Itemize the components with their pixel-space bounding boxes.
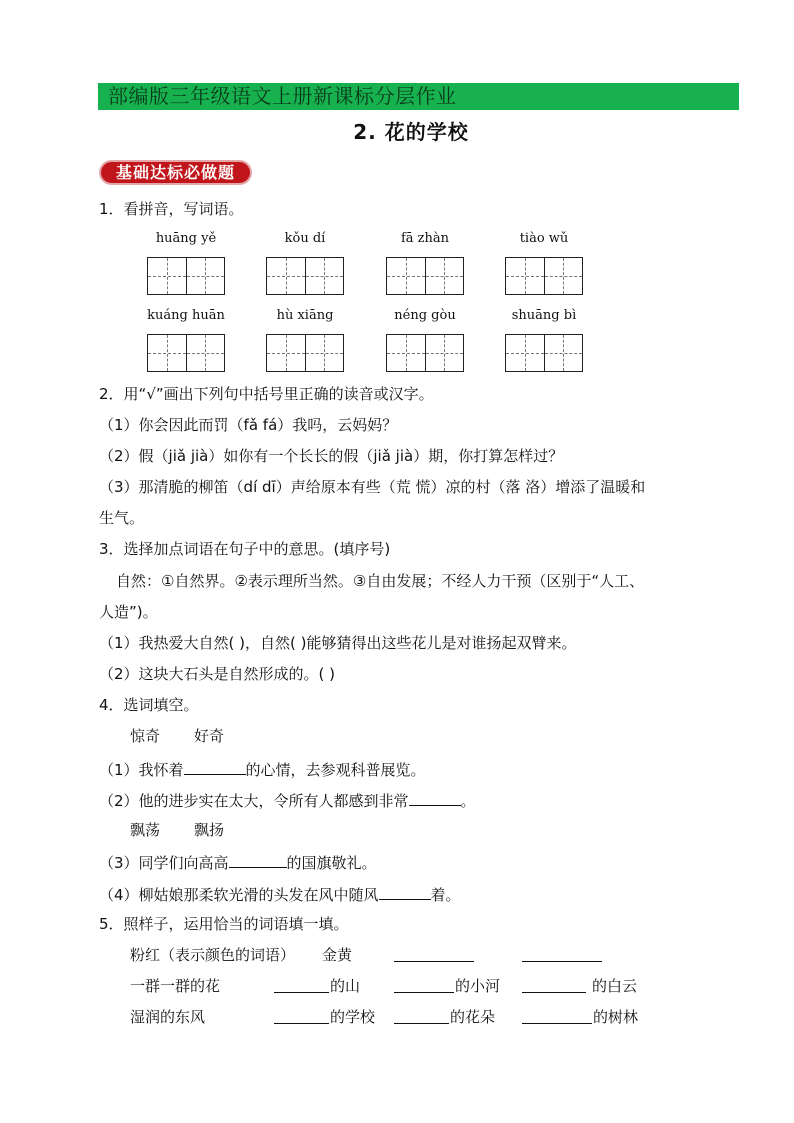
fill-blank[interactable] [394, 1007, 449, 1024]
fill-blank[interactable] [522, 1007, 592, 1024]
pinyin-label: tiào wǔ [519, 231, 569, 246]
q5-phrase: 的树林 [593, 1008, 639, 1026]
q5-stem: 5．照样子，运用恰当的词语填一填。 [99, 915, 349, 933]
fill-blank[interactable] [409, 789, 461, 806]
fill-blank[interactable] [274, 1007, 329, 1024]
q2-sentence-3-cont: 生气。 [99, 509, 145, 527]
word-choice: 飘荡 [130, 821, 161, 839]
section-badge: 基础达标必做题 [99, 160, 252, 185]
writing-box[interactable] [147, 257, 225, 295]
q4-sentence-4: （4）柳姑娘那柔软光滑的头发在风中随风 着。 [99, 883, 461, 905]
q5-phrase: 的小河 [455, 977, 501, 995]
fill-blank[interactable] [184, 758, 246, 775]
q5-row2-label: 一群一群的花 [130, 977, 221, 995]
fill-blank[interactable] [394, 945, 474, 962]
word-choice: 惊奇 [130, 727, 161, 745]
q4-sentence-3: （3）同学们向高高 的国旗敬礼。 [99, 851, 377, 873]
writing-box[interactable] [147, 334, 225, 372]
q3-definition: 自然：①自然界。②表示理所当然。③自由发展；不经人力干预（区别于“人工、 [116, 572, 645, 590]
q3-sentence-1: （1）我热爱大自然( )，自然( )能够猜得出这些花儿是对谁扬起双臂来。 [99, 634, 577, 652]
q5-phrase: 的白云 [592, 977, 638, 995]
q5-phrase: 的学校 [330, 1008, 376, 1026]
pinyin-label: néng gòu [394, 308, 456, 323]
writing-box[interactable] [266, 257, 344, 295]
lesson-title: 2. 花的学校 [353, 120, 469, 144]
writing-box[interactable] [266, 334, 344, 372]
fill-blank[interactable] [274, 976, 329, 993]
q4-sentence-2: （2）他的进步实在太大，令所有人都感到非常 。 [99, 789, 476, 811]
pinyin-label: kuáng huān [147, 308, 225, 323]
q4-sentence-1: （1）我怀着 的心情，去参观科普展览。 [99, 758, 426, 780]
fill-blank[interactable] [522, 945, 602, 962]
q2-sentence-3: （3）那清脆的柳笛（dí dī）声给原本有些（荒 慌）凉的村（落 洛）增添了温暖和 [99, 478, 646, 496]
word-choice: 好奇 [194, 727, 225, 745]
pinyin-label: kǒu dí [284, 231, 326, 246]
q3-definition-cont: 人造”)。 [99, 603, 158, 621]
fill-blank[interactable] [394, 976, 454, 993]
word-choice: 飘扬 [194, 821, 225, 839]
q2-stem: 2．用“√”画出下列句中括号里正确的读音或汉字。 [99, 385, 434, 403]
q3-sentence-2: （2）这块大石头是自然形成的。( ) [99, 665, 336, 683]
writing-box[interactable] [386, 257, 464, 295]
q5-example-word: 金黄 [322, 946, 353, 964]
fill-blank[interactable] [229, 851, 287, 868]
q1-stem: 1．看拼音，写词语。 [99, 200, 244, 218]
pinyin-label: hù xiāng [276, 308, 334, 323]
pinyin-label: huāng yě [155, 231, 217, 246]
q5-row3-label: 湿润的东风 [130, 1008, 206, 1026]
pinyin-label: shuāng bì [511, 308, 577, 323]
pinyin-label: fā zhàn [400, 231, 450, 246]
q2-sentence-1: （1）你会因此而罚（fǎ fá）我吗，云妈妈？ [99, 416, 398, 434]
q3-stem: 3．选择加点词语在句子中的意思。(填序号) [99, 540, 391, 558]
fill-blank[interactable] [379, 883, 431, 900]
q2-sentence-2: （2）假（jiǎ jià）如你有一个长长的假（jiǎ jià）期，你打算怎样过？ [99, 447, 564, 465]
q5-phrase: 的花朵 [450, 1008, 496, 1026]
banner-title: 部编版三年级语文上册新课标分层作业 [108, 84, 457, 108]
q5-example-label: 粉红（表示颜色的词语） [130, 946, 296, 964]
writing-box[interactable] [386, 334, 464, 372]
q5-phrase: 的山 [330, 977, 361, 995]
writing-box[interactable] [505, 257, 583, 295]
writing-box[interactable] [505, 334, 583, 372]
q4-stem: 4．选词填空。 [99, 696, 199, 714]
fill-blank[interactable] [522, 976, 586, 993]
